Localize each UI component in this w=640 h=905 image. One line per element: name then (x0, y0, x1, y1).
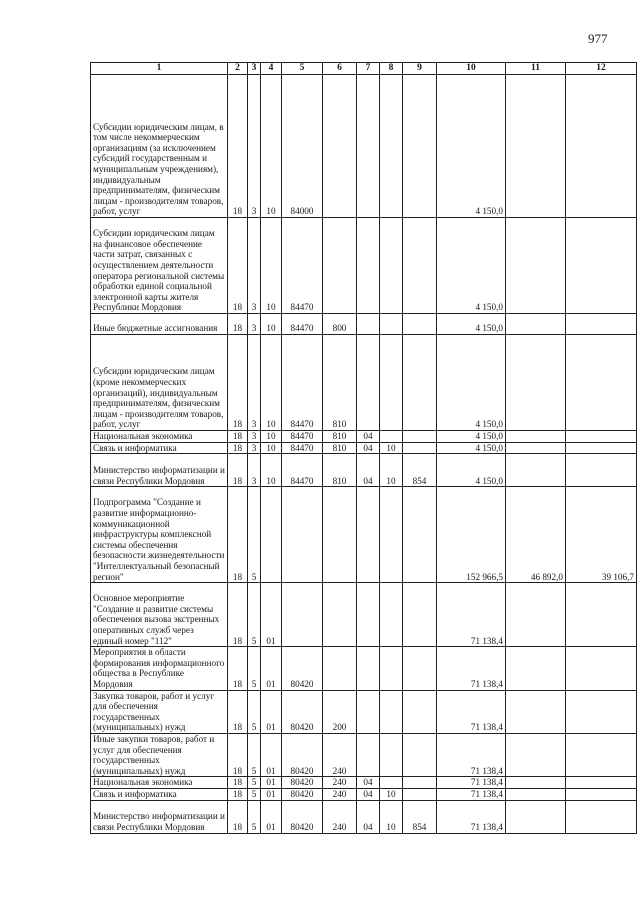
col-5-cell: 80420 (282, 647, 323, 690)
col-5-cell: 80420 (282, 733, 323, 776)
col-12-cell (566, 431, 637, 443)
col-11-cell (506, 777, 566, 789)
col-5-cell: 84470 (282, 454, 323, 487)
col-12-cell (566, 442, 637, 454)
table-row (91, 454, 637, 487)
col-3-cell: 5 (248, 690, 261, 733)
col-10-cell: 152 966,5 (437, 487, 506, 583)
col-11-cell (506, 314, 566, 335)
col-12-cell (566, 583, 637, 647)
col-6-cell (323, 487, 357, 583)
col-2-cell: 18 (228, 431, 248, 443)
column-header: 7 (357, 63, 380, 75)
col-10-cell: 71 138,4 (437, 788, 506, 800)
column-header: 9 (403, 63, 437, 75)
col-10-cell: 4 150,0 (437, 335, 506, 431)
col-9-cell: 854 (403, 800, 437, 833)
table-row (91, 788, 637, 800)
col-11-cell (506, 75, 566, 218)
row-name-cell: Иные закупки товаров, работ и услуг для обеспечения государственных (муниципальных) нужд (91, 733, 228, 776)
col-5-cell: 80420 (282, 788, 323, 800)
col-3-cell: 5 (248, 487, 261, 583)
col-9-cell (403, 583, 437, 647)
column-header: 2 (228, 63, 248, 75)
col-5-cell: 80420 (282, 690, 323, 733)
col-12-cell (566, 733, 637, 776)
col-2-cell: 18 (228, 314, 248, 335)
table-row (91, 487, 637, 583)
column-header: 10 (437, 63, 506, 75)
col-10-cell: 71 138,4 (437, 690, 506, 733)
col-2-cell: 18 (228, 218, 248, 314)
col-6-cell: 240 (323, 800, 357, 833)
col-6-cell: 240 (323, 733, 357, 776)
col-9-cell (403, 442, 437, 454)
table-row (91, 335, 637, 431)
col-2-cell: 18 (228, 583, 248, 647)
row-name-cell: Иные бюджетные ассигнования (91, 314, 228, 335)
column-header: 8 (380, 63, 403, 75)
col-12-cell (566, 800, 637, 833)
col-2-cell: 18 (228, 690, 248, 733)
col-3-cell: 5 (248, 777, 261, 789)
col-4-cell: 10 (261, 75, 282, 218)
col-11-cell (506, 733, 566, 776)
col-3-cell: 5 (248, 800, 261, 833)
col-10-cell: 4 150,0 (437, 75, 506, 218)
col-5-cell: 84470 (282, 314, 323, 335)
col-2-cell: 18 (228, 335, 248, 431)
row-name-cell: Субсидии юридическим лицам на финансовое обеспечение части затрат, связанных с осуществлением деятельности оператора региональной системы обработки единой социальной электронной карты жителя Республики Мордовия (91, 218, 228, 314)
col-12-cell (566, 647, 637, 690)
col-4-cell: 01 (261, 583, 282, 647)
col-8-cell (380, 314, 403, 335)
row-name-cell: Основное мероприятие "Создание и развитие системы обеспечения вызова экстренных оперативных служб через единый номер "112" (91, 583, 228, 647)
col-2-cell: 18 (228, 777, 248, 789)
col-5-cell: 84000 (282, 75, 323, 218)
table-row (91, 777, 637, 789)
col-5-cell: 80420 (282, 800, 323, 833)
col-3-cell: 5 (248, 788, 261, 800)
col-7-cell (357, 75, 380, 218)
col-9-cell (403, 314, 437, 335)
col-2-cell: 18 (228, 454, 248, 487)
col-8-cell (380, 647, 403, 690)
col-11-cell (506, 690, 566, 733)
col-11-cell: 46 892,0 (506, 487, 566, 583)
col-8-cell (380, 777, 403, 789)
col-12-cell (566, 788, 637, 800)
col-8-cell (380, 431, 403, 443)
col-4-cell: 10 (261, 218, 282, 314)
table-body (91, 75, 637, 834)
row-name-cell: Мероприятия в области формирования информационного общества в Республике Мордовия (91, 647, 228, 690)
col-10-cell: 4 150,0 (437, 218, 506, 314)
col-6-cell: 810 (323, 335, 357, 431)
col-3-cell: 5 (248, 647, 261, 690)
col-8-cell: 10 (380, 442, 403, 454)
column-header: 1 (91, 63, 228, 75)
col-7-cell (357, 647, 380, 690)
row-name-cell: Связь и информатика (91, 442, 228, 454)
col-7-cell: 04 (357, 788, 380, 800)
col-2-cell: 18 (228, 647, 248, 690)
col-11-cell (506, 442, 566, 454)
col-8-cell (380, 733, 403, 776)
col-12-cell (566, 335, 637, 431)
col-4-cell: 01 (261, 647, 282, 690)
column-header: 5 (282, 63, 323, 75)
col-10-cell: 4 150,0 (437, 431, 506, 443)
col-5-cell: 84470 (282, 431, 323, 443)
col-10-cell: 71 138,4 (437, 800, 506, 833)
col-8-cell (380, 487, 403, 583)
row-name-cell: Национальная экономика (91, 777, 228, 789)
col-3-cell: 3 (248, 335, 261, 431)
table-row (91, 733, 637, 776)
col-9-cell (403, 647, 437, 690)
column-header: 12 (566, 63, 637, 75)
col-7-cell (357, 335, 380, 431)
col-11-cell (506, 218, 566, 314)
col-11-cell (506, 583, 566, 647)
table-row (91, 647, 637, 690)
col-2-cell: 18 (228, 487, 248, 583)
col-11-cell (506, 800, 566, 833)
col-3-cell: 3 (248, 75, 261, 218)
col-4-cell: 10 (261, 431, 282, 443)
col-5-cell: 84470 (282, 335, 323, 431)
col-8-cell: 10 (380, 788, 403, 800)
row-name-cell: Министерство информатизации и связи Республики Мордовия (91, 454, 228, 487)
col-11-cell (506, 431, 566, 443)
row-name-cell: Национальная экономика (91, 431, 228, 443)
column-header: 3 (248, 63, 261, 75)
col-6-cell: 240 (323, 777, 357, 789)
col-4-cell: 10 (261, 314, 282, 335)
col-8-cell: 10 (380, 800, 403, 833)
col-6-cell (323, 583, 357, 647)
row-name-cell: Связь и информатика (91, 788, 228, 800)
col-2-cell: 18 (228, 788, 248, 800)
col-5-cell: 84470 (282, 218, 323, 314)
col-6-cell (323, 218, 357, 314)
col-6-cell: 800 (323, 314, 357, 335)
col-12-cell (566, 314, 637, 335)
col-9-cell (403, 431, 437, 443)
budget-table (90, 62, 637, 834)
col-8-cell: 10 (380, 454, 403, 487)
col-2-cell: 18 (228, 75, 248, 218)
col-9-cell (403, 487, 437, 583)
row-name-cell: Министерство информатизации и связи Республики Мордовия (91, 800, 228, 833)
col-10-cell: 4 150,0 (437, 314, 506, 335)
col-12-cell: 39 106,7 (566, 487, 637, 583)
col-6-cell: 810 (323, 442, 357, 454)
col-3-cell: 3 (248, 454, 261, 487)
col-12-cell (566, 777, 637, 789)
col-10-cell: 4 150,0 (437, 454, 506, 487)
col-9-cell (403, 733, 437, 776)
col-12-cell (566, 218, 637, 314)
col-5-cell (282, 487, 323, 583)
col-3-cell: 5 (248, 583, 261, 647)
col-11-cell (506, 454, 566, 487)
row-name-cell: Подпрограмма "Создание и развитие информационно-коммуникационной инфраструктуры комплексной системы обеспечения безопасности жизнедеятельности "Интеллектуальный безопасный регион" (91, 487, 228, 583)
col-7-cell: 04 (357, 777, 380, 789)
col-3-cell: 3 (248, 431, 261, 443)
table-row (91, 218, 637, 314)
column-header: 4 (261, 63, 282, 75)
col-4-cell: 10 (261, 335, 282, 431)
col-12-cell (566, 690, 637, 733)
col-3-cell: 5 (248, 733, 261, 776)
col-8-cell (380, 335, 403, 431)
col-4-cell: 10 (261, 454, 282, 487)
col-7-cell (357, 690, 380, 733)
col-7-cell (357, 583, 380, 647)
column-header: 6 (323, 63, 357, 75)
col-10-cell: 71 138,4 (437, 647, 506, 690)
table-row (91, 690, 637, 733)
col-4-cell: 01 (261, 690, 282, 733)
col-7-cell (357, 733, 380, 776)
table-row (91, 583, 637, 647)
col-4-cell: 10 (261, 442, 282, 454)
table-row (91, 431, 637, 443)
col-9-cell (403, 690, 437, 733)
col-4-cell: 01 (261, 800, 282, 833)
col-7-cell: 04 (357, 800, 380, 833)
col-2-cell: 18 (228, 800, 248, 833)
col-7-cell: 04 (357, 442, 380, 454)
col-12-cell (566, 454, 637, 487)
column-header: 11 (506, 63, 566, 75)
table-row (91, 314, 637, 335)
col-9-cell: 854 (403, 454, 437, 487)
col-8-cell (380, 690, 403, 733)
col-3-cell: 3 (248, 314, 261, 335)
col-2-cell: 18 (228, 733, 248, 776)
col-2-cell: 18 (228, 442, 248, 454)
col-5-cell (282, 583, 323, 647)
col-6-cell: 200 (323, 690, 357, 733)
col-11-cell (506, 647, 566, 690)
col-11-cell (506, 788, 566, 800)
table-row (91, 800, 637, 833)
col-7-cell (357, 218, 380, 314)
col-4-cell: 01 (261, 733, 282, 776)
col-6-cell (323, 647, 357, 690)
col-9-cell (403, 788, 437, 800)
col-10-cell: 71 138,4 (437, 733, 506, 776)
col-7-cell (357, 487, 380, 583)
col-5-cell: 84470 (282, 442, 323, 454)
page-number: 977 (588, 31, 608, 46)
col-3-cell: 3 (248, 218, 261, 314)
col-7-cell: 04 (357, 454, 380, 487)
row-name-cell: Субсидии юридическим лицам (кроме некоммерческих организаций), индивидуальным предпринимателям, физическим лицам - производителям товаров, работ, услуг (91, 335, 228, 431)
row-name-cell: Субсидии юридическим лицам, в том числе некоммерческим организациям (за исключением субсидий государственным и муниципальным учреждениям), индивидуальным предпринимателям, физическим лицам - производителям товаров, работ, услуг (91, 75, 228, 218)
col-9-cell (403, 75, 437, 218)
col-4-cell: 01 (261, 788, 282, 800)
col-12-cell (566, 75, 637, 218)
table-header-row (91, 63, 637, 75)
col-10-cell: 71 138,4 (437, 583, 506, 647)
col-5-cell: 80420 (282, 777, 323, 789)
col-10-cell: 4 150,0 (437, 442, 506, 454)
col-8-cell (380, 218, 403, 314)
col-4-cell (261, 487, 282, 583)
col-9-cell (403, 777, 437, 789)
col-8-cell (380, 583, 403, 647)
col-3-cell: 3 (248, 442, 261, 454)
table-row (91, 442, 637, 454)
col-7-cell: 04 (357, 431, 380, 443)
col-9-cell (403, 335, 437, 431)
row-name-cell: Закупка товаров, работ и услуг для обеспечения государственных (муниципальных) нужд (91, 690, 228, 733)
col-11-cell (506, 335, 566, 431)
col-10-cell: 71 138,4 (437, 777, 506, 789)
col-8-cell (380, 75, 403, 218)
col-6-cell: 810 (323, 454, 357, 487)
col-7-cell (357, 314, 380, 335)
table-row (91, 75, 637, 218)
col-9-cell (403, 218, 437, 314)
col-6-cell: 810 (323, 431, 357, 443)
col-6-cell: 240 (323, 788, 357, 800)
col-6-cell (323, 75, 357, 218)
col-4-cell: 01 (261, 777, 282, 789)
